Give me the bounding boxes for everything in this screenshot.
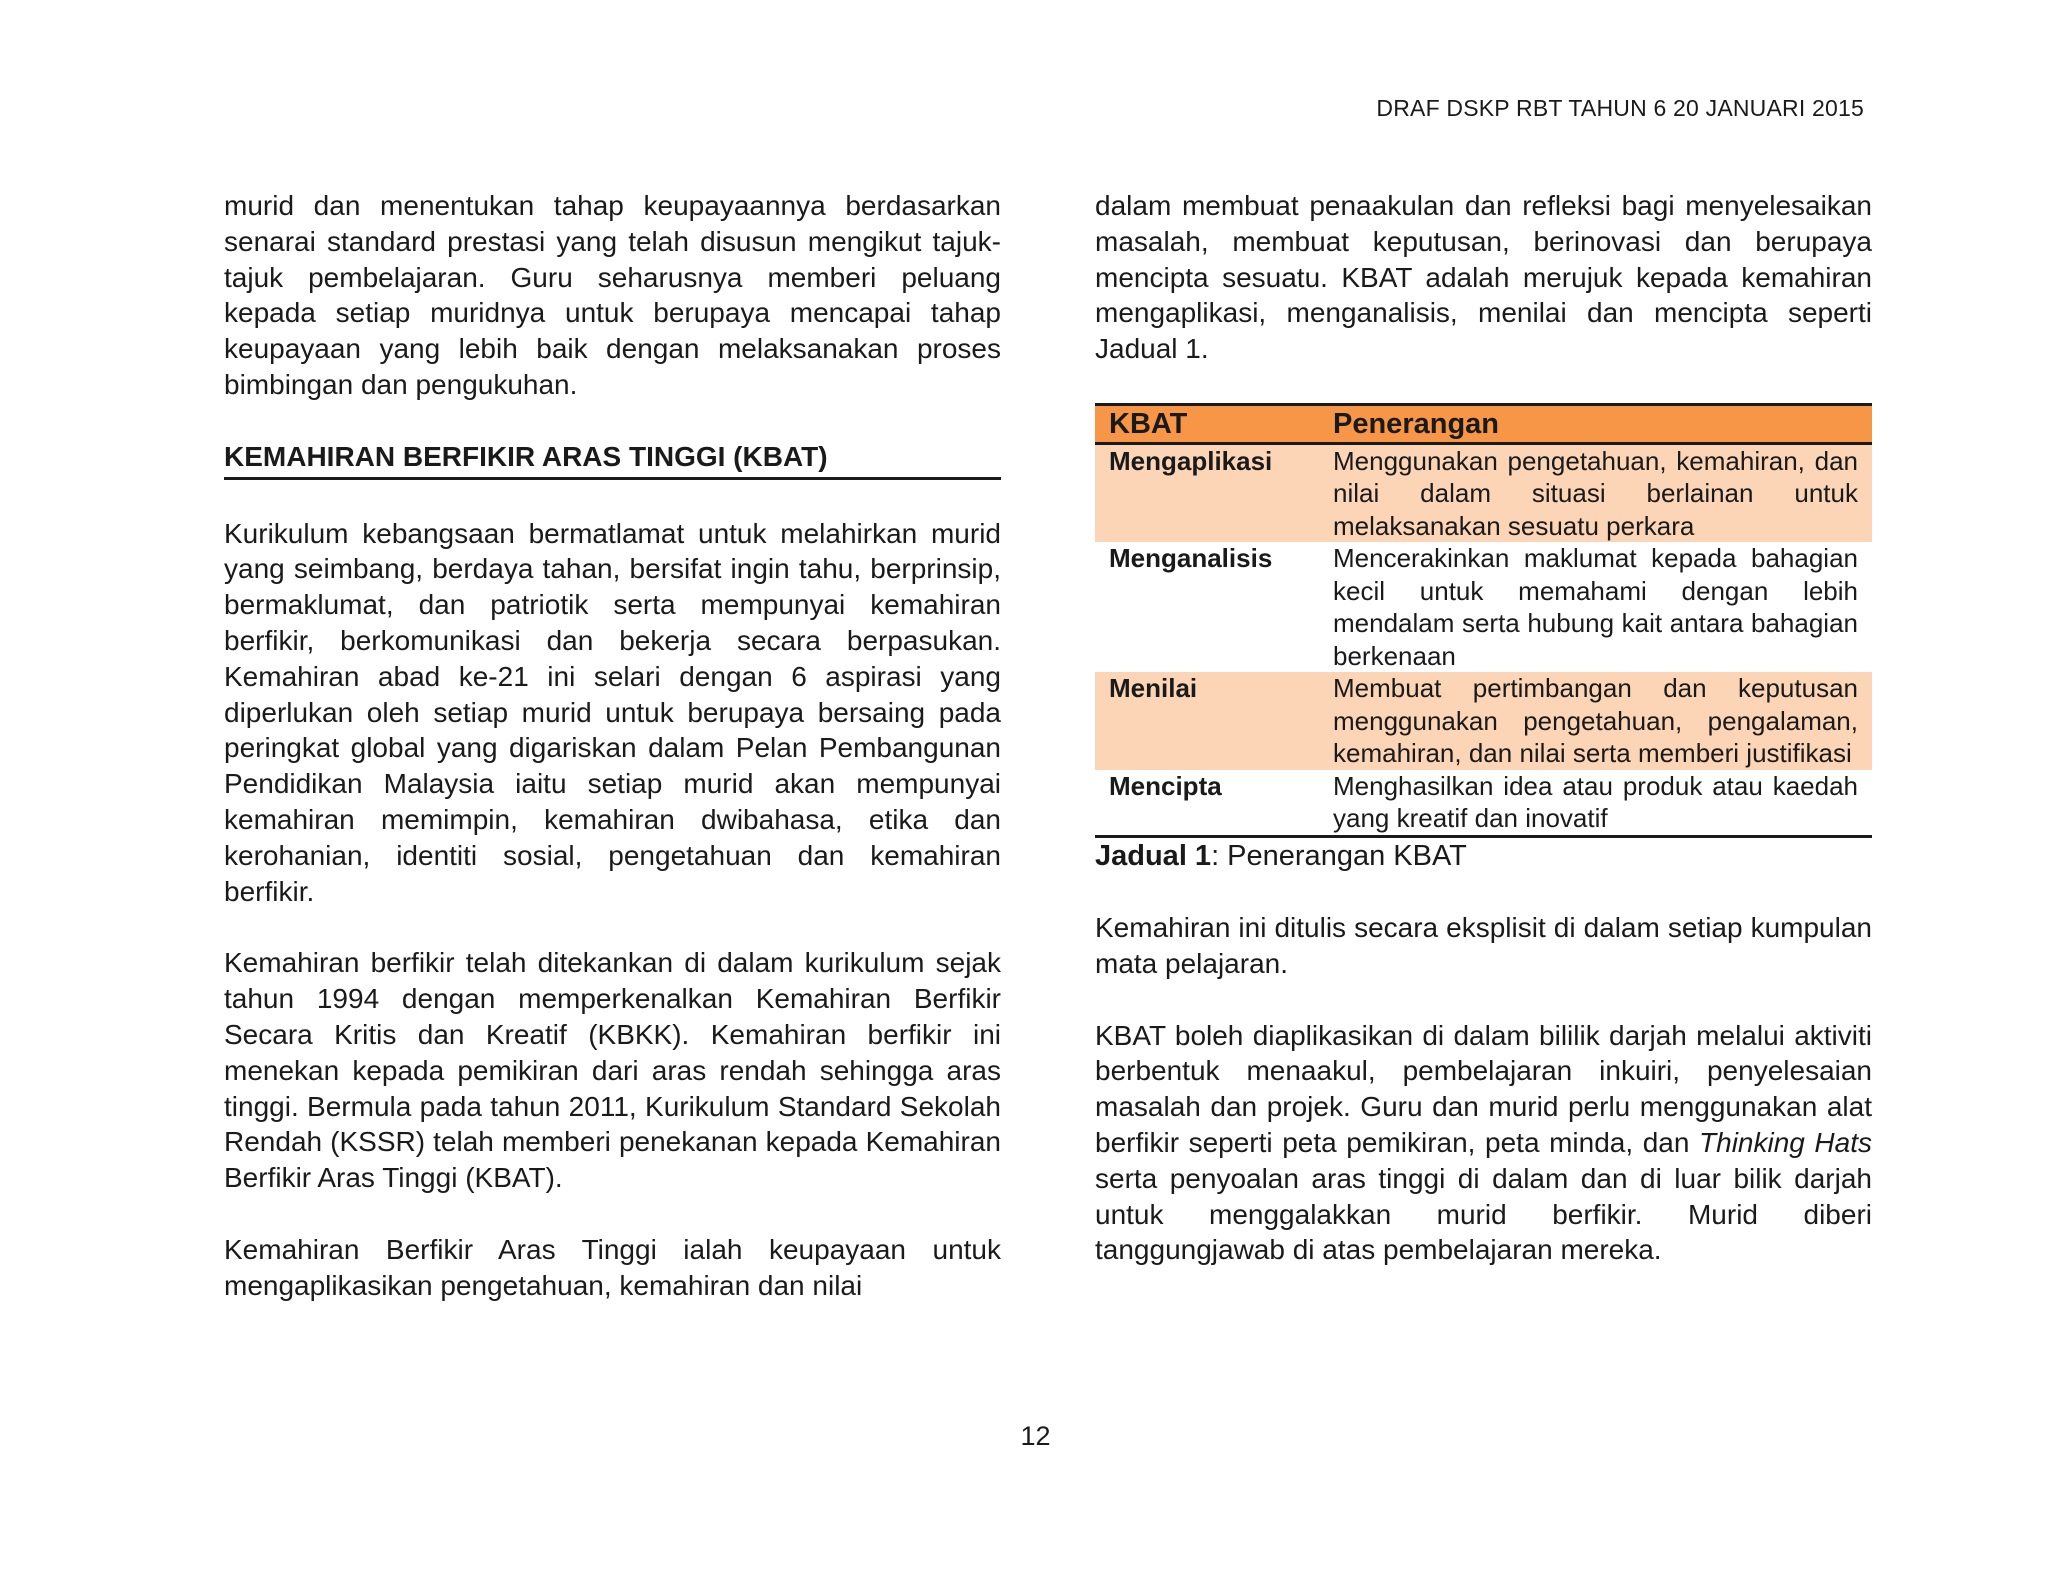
document-header: DRAF DSKP RBT TAHUN 6 20 JANUARI 2015 — [1376, 95, 1864, 121]
paragraph-eksplisit: Kemahiran ini ditulis secara eksplisit di dalam setiap kumpulan mata pelajaran. — [1095, 911, 1872, 979]
row-description: Menghasilkan idea atau produk atau kaedah yang kreatif dan inovatif — [1319, 770, 1872, 837]
header-kbat: KBAT — [1095, 404, 1319, 443]
table-row — [1095, 672, 1872, 770]
paragraph-continuation: dalam membuat penaakulan dan refleksi bagi menyelesaikan masalah, membuat keputusan, berinovasi dan berupaya mencipta sesuatu. KBAT adalah merujuk kepada kemahiran mengaplikasi, menganalisis, menilai dan mencipta seperti Jadual 1. — [1095, 190, 1872, 365]
kbat-table-body — [1095, 443, 1872, 836]
paragraph-kurikulum: Kurikulum kebangsaan bermatlamat untuk melahirkan murid yang seimbang, berdaya tahan, bersifat ingin tahu, berprinsip, bermaklumat, dan patriotik serta mempunyai kemahiran berfikir, berkomunikasi dan bekerja secara berpasukan. Kemahiran abad ke-21 ini selari dengan 6 aspirasi yang diperlukan oleh setiap murid untuk berupaya bersaing pada peringkat global yang digariskan dalam Pelan Pembangunan Pendidikan Malaysia iaitu setiap murid akan mempunyai kemahiran memimpin, kemahiran dwibahasa, etika dan kerohanian, identiti sosial, pengetahuan dan kemahiran berfikir. — [224, 517, 1001, 907]
paragraph-kbat-definition: Kemahiran Berfikir Aras Tinggi ialah keupayaan untuk mengaplikasikan pengetahuan, kemahiran dan nilai — [224, 1233, 1001, 1301]
section-title-kbat: KEMAHIRAN BERFIKIR ARAS TINGGI (KBAT) — [224, 439, 1001, 480]
paragraph-aplikasi-end: serta penyoalan aras tinggi di dalam dan di luar bilik darjah untuk menggalakkan murid berfikir. Murid diberi tanggungjawab di atas pembelajaran mereka. — [1095, 1162, 1872, 1266]
row-description: Mencerakinkan maklumat kepada bahagian kecil untuk memahami dengan lebih mendalam serta hubung kait antara bahagian berkenaan — [1333, 543, 1858, 671]
header-penerangan: Penerangan — [1319, 404, 1872, 443]
row-term: Mengaplikasi — [1095, 443, 1319, 542]
thinking-hats-term: Thinking Hats — [1699, 1126, 1872, 1158]
kbat-table-head — [1095, 404, 1872, 443]
table-caption-label: Jadual 1 — [1095, 839, 1212, 872]
table-caption-text: : Penerangan KBAT — [1211, 839, 1467, 872]
row-term: Mencipta — [1095, 770, 1319, 837]
spacer — [1095, 982, 1872, 1018]
spacer — [224, 403, 1001, 439]
row-term: Menganalisis — [1109, 543, 1273, 574]
table-row — [1095, 770, 1872, 837]
left-column — [224, 188, 1001, 1304]
spacer — [224, 480, 1001, 516]
paragraph-aplikasi — [1095, 1018, 1872, 1269]
right-column — [1095, 188, 1872, 1268]
paragraph-aplikasi-start: KBAT boleh diaplikasikan di dalam bililik darjah melalui aktiviti berbentuk menaakul, pembelajaran inkuiri, penyelesaian masalah dan projek. Guru dan murid perlu menggunakan alat berfikir seperti peta pemikiran, peta minda, dan — [1095, 1019, 1872, 1158]
row-term: Menilai — [1095, 672, 1319, 770]
spacer — [224, 909, 1001, 945]
spacer — [224, 1196, 1001, 1232]
table-caption — [1095, 838, 1872, 874]
paragraph-kemahiran-berfikir: Kemahiran berfikir telah ditekankan di dalam kurikulum sejak tahun 1994 dengan memperkenalkan Kemahiran Berfikir Secara Kritis dan Kreatif (KBKK). Kemahiran berfikir ini menekan kepada pemikiran dari aras rendah sehingga aras tinggi. Bermula pada tahun 2011, Kurikulum Standard Sekolah Rendah (KSSR) telah memberi penekanan kepada Kemahiran Berfikir Aras Tinggi (KBAT). — [224, 947, 1001, 1194]
table-row — [1095, 542, 1872, 672]
table-row — [1095, 443, 1872, 542]
paragraph-intro: murid dan menentukan tahap keupayaannya berdasarkan senarai standard prestasi yang telah disusun mengikut tajuk-tajuk pembelajaran. Guru seharusnya memberi peluang kepada setiap muridnya untuk berupaya mencapai tahap keupayaan yang lebih baik dengan melaksanakan proses bimbingan dan pengukuhan. — [224, 190, 1001, 400]
kbat-table — [1095, 403, 1872, 838]
page-number: 12 — [1020, 1421, 1051, 1451]
table-header-row — [1095, 404, 1872, 443]
spacer — [1095, 874, 1872, 910]
row-description: Menggunakan pengetahuan, kemahiran, dan nilai dalam situasi berlainan untuk melaksanakan sesuatu perkara — [1319, 443, 1872, 542]
row-description: Membuat pertimbangan dan keputusan menggunakan pengetahuan, pengalaman, kemahiran, dan nilai serta memberi justifikasi — [1319, 672, 1872, 770]
